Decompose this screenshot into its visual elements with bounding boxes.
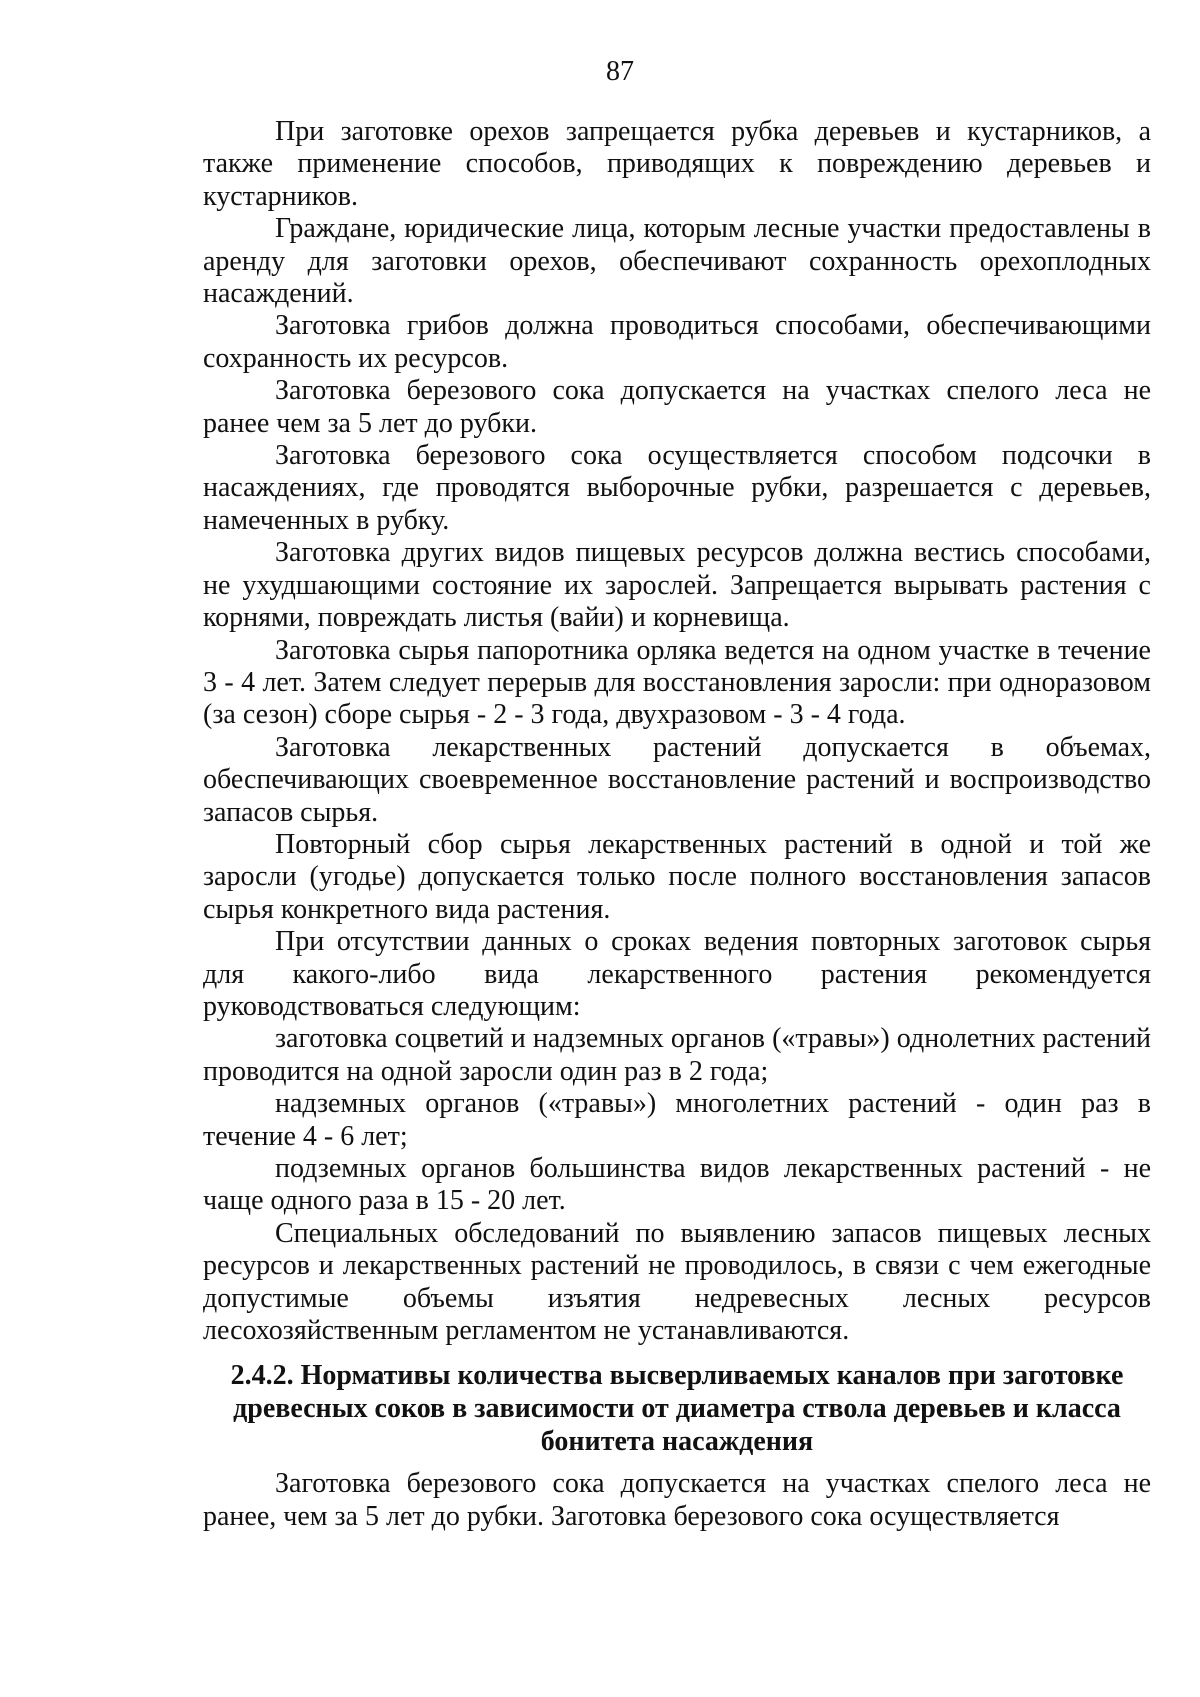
paragraph: Заготовка других видов пищевых ресурсов должна вестись способами, не ухудшающими состояние их зарослей. Запрещается вырывать растения с корнями, повреждать листья (вайи) и корневища. [203,537,1151,634]
paragraph: Заготовка березового сока осуществляется способом подсочки в насаждениях, где проводятся выборочные рубки, разрешается с деревьев, намеченных в рубку. [203,440,1151,536]
list-item-paragraph: надземных органов («травы») многолетних растений - один раз в течение 4 - 6 лет; [203,1088,1151,1152]
page-body [203,116,1151,1533]
paragraph: Заготовка грибов должна проводиться способами, обеспечивающими сохранность их ресурсов. [203,310,1151,374]
paragraph: Повторный сбор сырья лекарственных растений в одной и той же заросли (угодье) допускается только после полного восстановления запасов сырья конкретного вида растения. [203,828,1151,925]
paragraph: При заготовке орехов запрещается рубка деревьев и кустарников, а также применение способов, приводящих к повреждению деревьев и кустарников. [203,116,1151,212]
page-number: 87 [606,56,634,87]
paragraph: Заготовка сырья папоротника орляка ведется на одном участке в течение 3 - 4 лет. Затем следует перерыв для восстановления заросли: при одноразовом (за сезон) сборе сырья - 2 - 3 года, двухразовом - 3 - 4 года. [203,634,1151,731]
paragraph: Специальных обследований по выявлению запасов пищевых лесных ресурсов и лекарственных растений не проводилось, в связи с чем ежегодные допустимые объемы изъятия недревесных лесных ресурсов лесохозяйственным регламентом не устанавливаются. [203,1217,1151,1347]
paragraph: Заготовка лекарственных растений допускается в объемах, обеспечивающих своевременное восстановление растений и воспроизводство запасов сырья. [203,731,1151,828]
paragraph: При отсутствии данных о сроках ведения повторных заготовок сырья для какого-либо вида лекарственного растения рекомендуется руководствоваться следующим: [203,926,1151,1022]
paragraph: Заготовка березового сока допускается на участках спелого леса не ранее, чем за 5 лет до рубки. Заготовка березового сока осуществляется [203,1468,1151,1532]
paragraph: Граждане, юридические лица, которым лесные участки предоставлены в аренду для заготовки орехов, обеспечивают сохранность орехоплодных насаждений. [203,213,1151,310]
paragraph: Заготовка березового сока допускается на участках спелого леса не ранее чем за 5 лет до рубки. [203,375,1151,439]
list-item-paragraph: заготовка соцветий и надземных органов («травы») однолетних растений проводится на одной заросли один раз в 2 года; [203,1023,1151,1087]
section-heading: 2.4.2. Нормативы количества высверливаемых каналов при заготовке древесных соков в зависимости от диаметра ствола деревьев и класса бонитета насаждения [230,1360,1124,1458]
list-item-paragraph: подземных органов большинства видов лекарственных растений - не чаще одного раза в 15 - 20 лет. [203,1153,1151,1217]
